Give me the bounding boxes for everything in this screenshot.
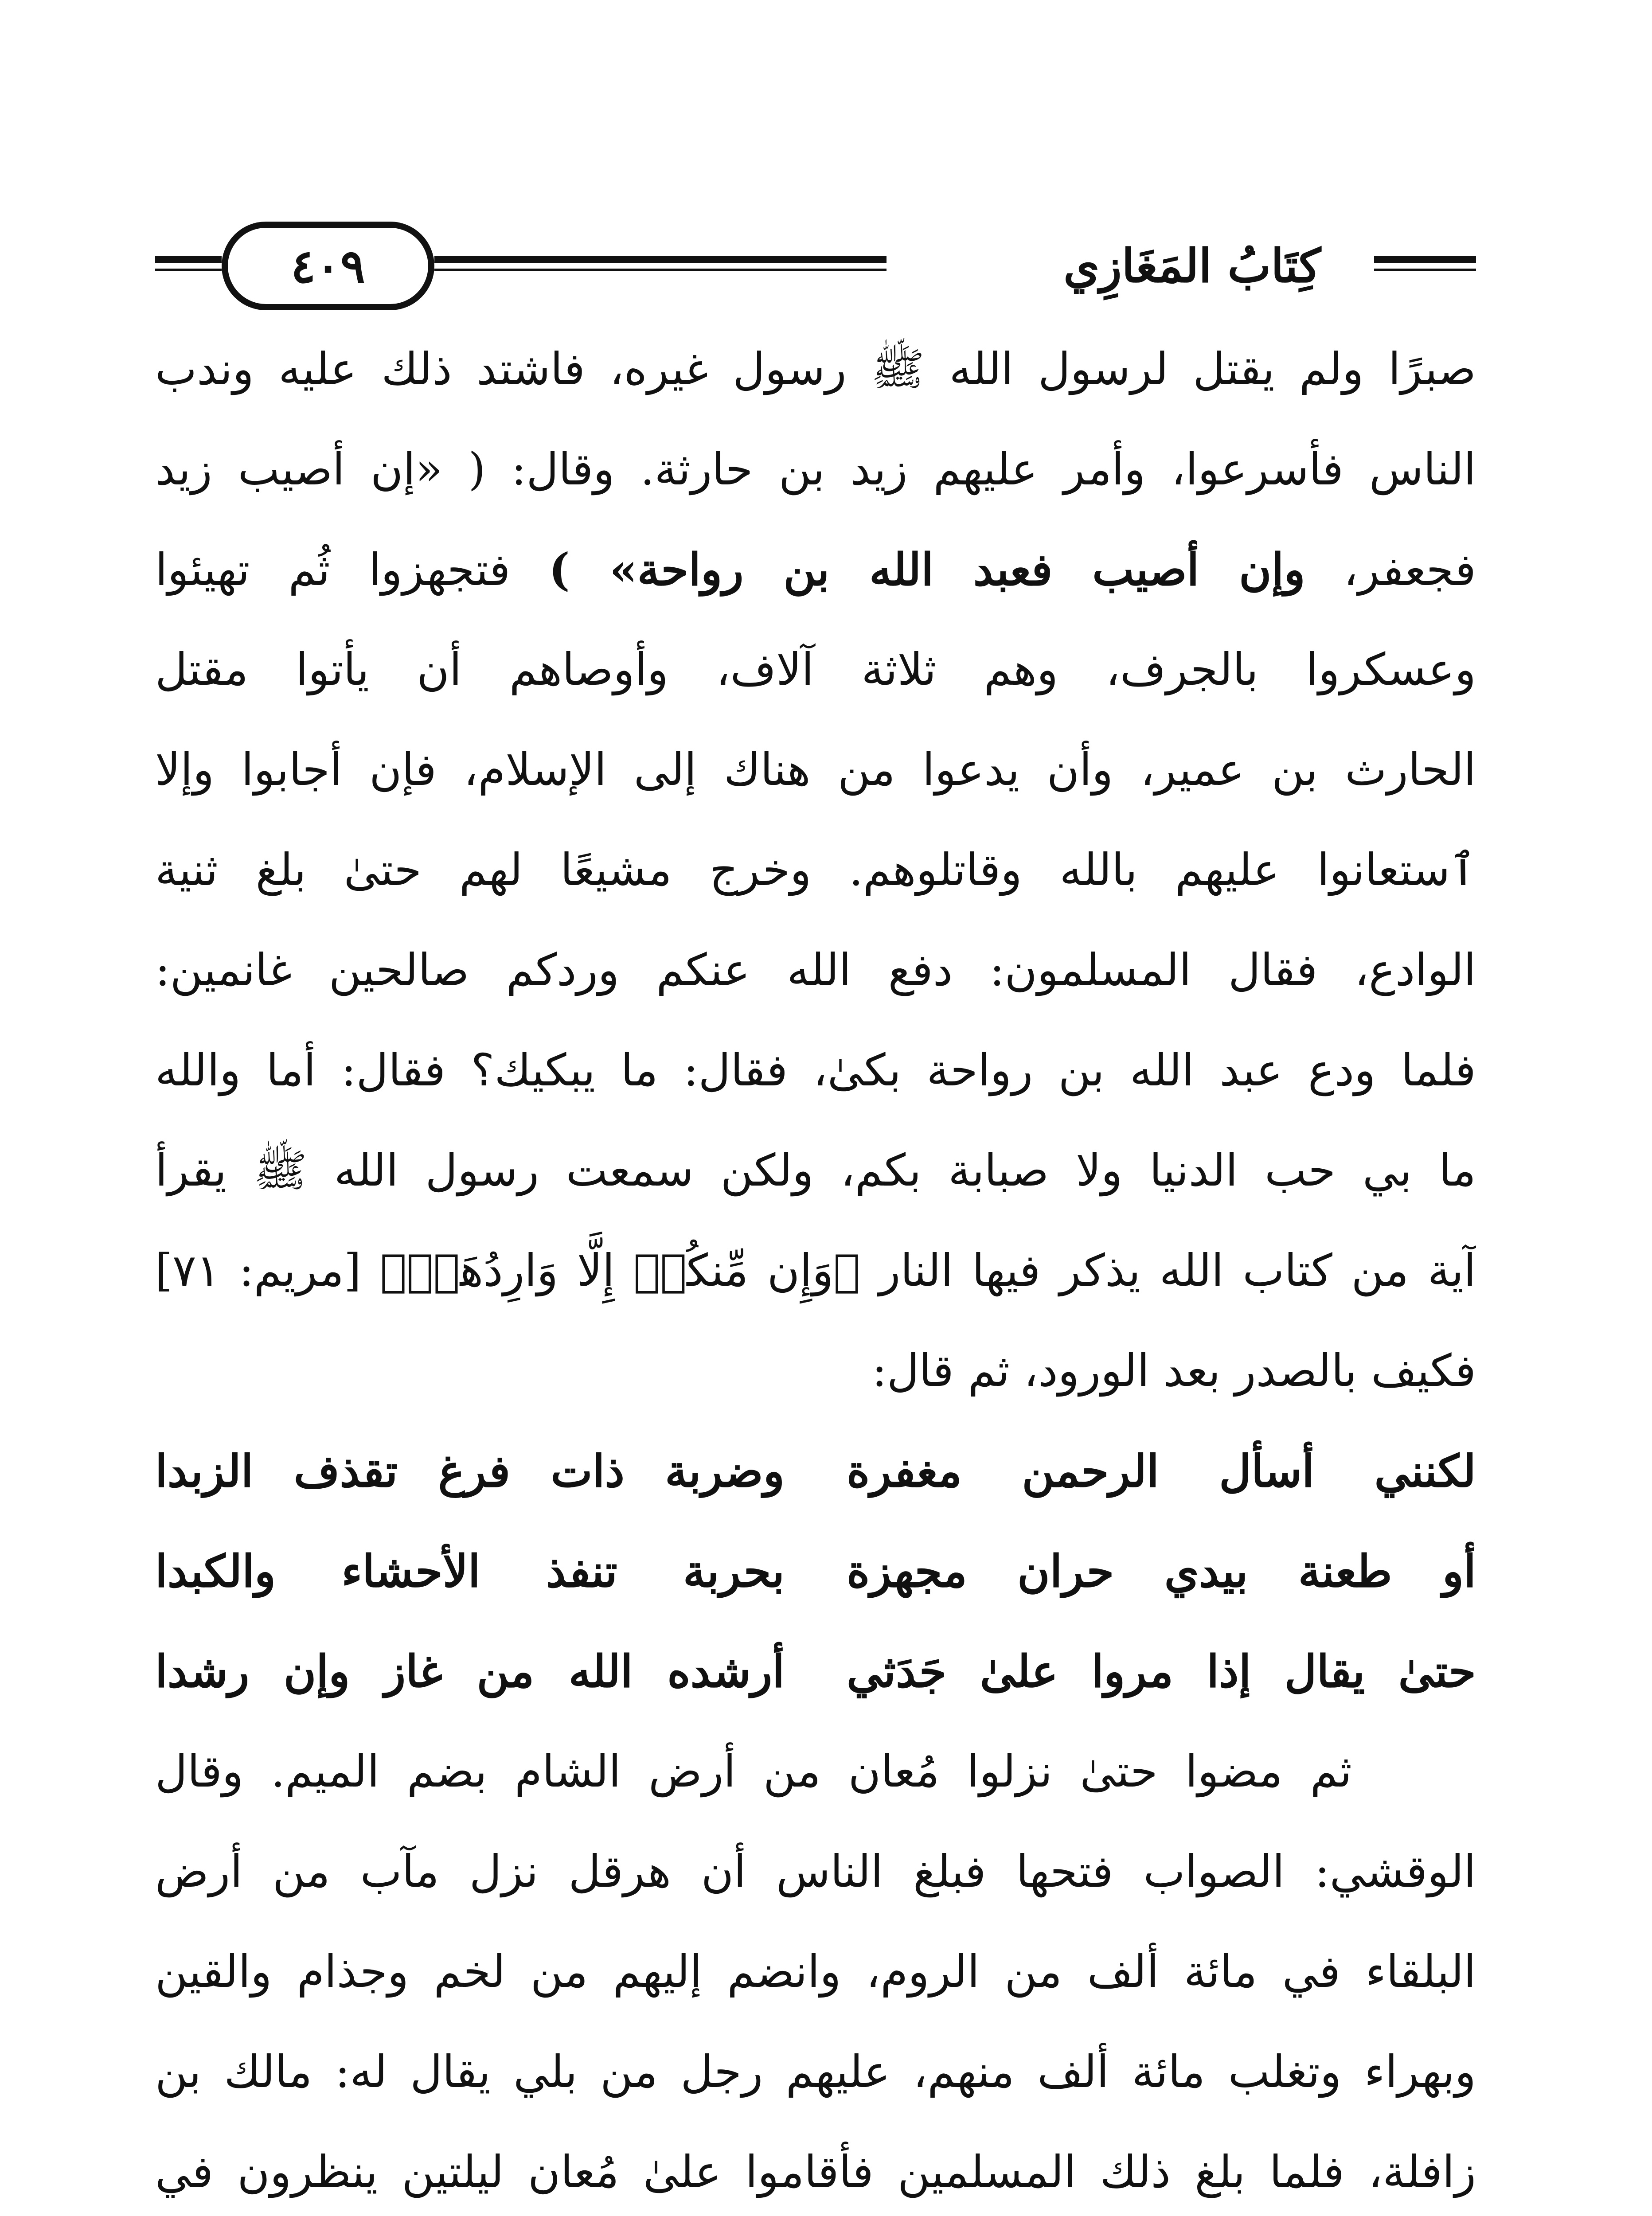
text-line: الوقشي: الصواب فتحها فبلغ الناس أن هرقل نزل مآب من أرض	[155, 1845, 1476, 1897]
text-line: الوادع، فقال المسلمون: دفع الله عنكم وردكم صالحين غانمين:	[155, 944, 1476, 996]
text-line: ثم مضوا حتىٰ نزلوا مُعان من أرض الشام بضم الميم. وقال	[155, 1745, 1352, 1797]
text-line: البلقاء في مائة ألف من الروم، وانضم إليهم من لخم وجذام والقين	[155, 1946, 1476, 1998]
text-line: فجعفر، وإن أصيب فعبد الله بن رواحة» ) فتجهزوا ثُم تهيئوا	[155, 543, 1476, 596]
poem-first-hemistich: أو طعنة بيدي حران مجهزة	[847, 1545, 1476, 1597]
poem-second-hemistich: بحربة تنفذ الأحشاء والكبدا	[155, 1545, 785, 1597]
text-line: ما بي حب الدنيا ولا صبابة بكم، ولكن سمعت رسول الله ﷺ يقرأ	[155, 1144, 1476, 1196]
header-rule-middle	[434, 256, 887, 271]
text-line: وبهراء وتغلب مائة ألف منهم، عليهم رجل من بلي يقال له: مالك بن	[155, 2046, 1476, 2098]
text-line: صبرًا ولم يقتل لرسول الله ﷺ رسول غيره، فاشتد ذلك عليه وندب	[155, 343, 1476, 395]
text-line: وعسكروا بالجرف، وهم ثلاثة آلاف، وأوصاهم أن يأتوا مقتل	[155, 644, 1476, 695]
page-header	[155, 222, 1476, 319]
header-rule-left	[155, 256, 222, 271]
hadith-quote: وإن أصيب فعبد الله بن رواحة» )	[549, 543, 1305, 596]
poem-verse	[155, 1421, 1476, 1521]
body-text	[155, 319, 1476, 2216]
poem-verse	[155, 1521, 1476, 1621]
text-line: الناس فأسرعوا، وأمر عليهم زيد بن حارثة. وقال: ( «إن أصيب زيد	[155, 443, 1476, 495]
page-number: ٤٠٩	[291, 238, 365, 293]
poem-first-hemistich: لكنني أسأل الرحمن مغفرة	[847, 1445, 1476, 1497]
poem-second-hemistich: وضربة ذات فرغ تقذف الزبدا	[155, 1445, 785, 1497]
book-title: كِتَابُ المَغَازِي	[1063, 238, 1321, 293]
text-line: زافلة، فلما بلغ ذلك المسلمين فأقاموا علىٰ مُعان ليلتين ينظرون في	[155, 2146, 1476, 2198]
text-line: آية من كتاب الله يذكر فيها النار ﴿وَإِن مِّنكُمۡ إِلَّا وَارِدُهَاۚ﴾ [مريم: ٧١]	[155, 1245, 1476, 1296]
text-line: فلما ودع عبد الله بن رواحة بكىٰ، فقال: ما يبكيك؟ فقال: أما والله	[155, 1044, 1476, 1096]
page-number-badge	[222, 222, 434, 310]
text-line: فكيف بالصدر بعد الورود، ثم قال:	[872, 1345, 1476, 1397]
text-line: ٱستعانوا عليهم بالله وقاتلوهم. وخرج مشيعًا لهم حتىٰ بلغ ثنية	[155, 844, 1476, 896]
poem-second-hemistich: أرشده الله من غاز وإن رشدا	[155, 1645, 785, 1697]
header-rule-right	[1374, 256, 1476, 271]
poem-verse	[155, 1621, 1476, 1721]
poem-first-hemistich: حتىٰ يقال إذا مروا علىٰ جَدَثي	[847, 1645, 1476, 1697]
text-line: الحارث بن عمير، وأن يدعوا من هناك إلى الإسلام، فإن أجابوا وإلا	[155, 744, 1476, 796]
